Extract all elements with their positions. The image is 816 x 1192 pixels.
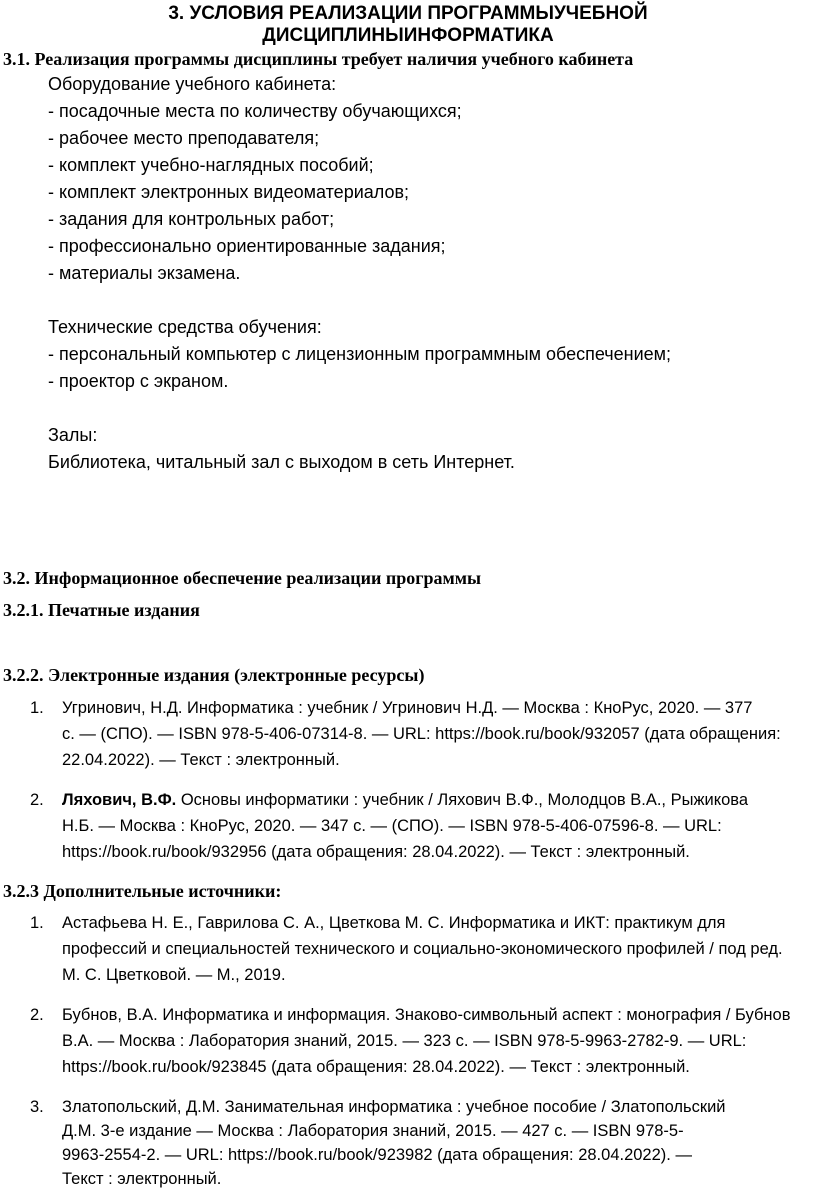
reference-author: Ляхович, В.Ф. xyxy=(62,791,177,809)
printed-heading: 3.2.1. Печатные издания xyxy=(3,600,200,620)
reference-line: Текст : электронный. xyxy=(62,1170,222,1188)
reference-number: 3. xyxy=(30,1098,44,1116)
page-title-line-2: ДИСЦИПЛИНЫИНФОРМАТИКА xyxy=(262,25,554,46)
reference-number: 1. xyxy=(30,914,44,932)
equipment-item: - рабочее место преподавателя; xyxy=(48,128,320,148)
additional-heading: 3.2.3 Дополнительные источники: xyxy=(3,881,282,901)
electronic-heading: 3.2.2. Электронные издания (электронные ресурсы) xyxy=(3,665,425,685)
reference-line: Д.М. 3-е издание — Москва : Лаборатория знаний, 2015. — 427 с. — ISBN 978-5- xyxy=(62,1122,684,1140)
list-item xyxy=(0,910,816,990)
reference-line: Основы информатики : учебник / Ляхович В.Ф., Молодцов В.А., Рыжикова xyxy=(176,791,749,809)
reference-line: Бубнов, В.А. Информатика и информация. Знаково-символьный аспект : монография / Бубнов xyxy=(62,1006,791,1024)
reference-line: Н.Б. — Москва : КноРус, 2020. — 347 с. — (СПО). — ISBN 978-5-406-07596-8. — URL: xyxy=(62,817,722,835)
section-3-2-heading: 3.2. Информационное обеспечение реализации программы xyxy=(3,568,482,588)
equipment-item: - материалы экзамена. xyxy=(48,263,241,283)
reference-line: Астафьева Н. Е., Гаврилова С. А., Цветкова М. С. Информатика и ИКТ: практикум для xyxy=(62,914,726,932)
list-item xyxy=(0,1002,816,1082)
reference-line: Угринович, Н.Д. Информатика : учебник / Угринович Н.Д. — Москва : КноРус, 2020. — 377 xyxy=(62,699,753,717)
list-item xyxy=(0,1094,816,1190)
equipment-item: - посадочные места по количеству обучающихся; xyxy=(48,101,462,121)
equipment-title: Оборудование учебного кабинета: xyxy=(48,74,337,94)
reference-line: с. — (СПО). — ISBN 978-5-406-07314-8. — URL: https://book.ru/book/932057 (дата обращения: xyxy=(62,725,781,743)
reference-line: 22.04.2022). — Текст : электронный. xyxy=(62,751,340,769)
halls-text: Библиотека, читальный зал с выходом в сеть Интернет. xyxy=(48,452,515,472)
reference-line: https://book.ru/book/923845 (дата обращения: 28.04.2022). — Текст : электронный. xyxy=(62,1058,690,1076)
tech-item: - персональный компьютер с лицензионным программным обеспечением; xyxy=(48,344,672,364)
reference-line: https://book.ru/book/932956 (дата обращения: 28.04.2022). — Текст : электронный. xyxy=(62,843,690,861)
section-3-1-heading: 3.1. Реализация программы дисциплины требует наличия учебного кабинета xyxy=(3,49,634,69)
reference-number: 1. xyxy=(30,699,44,717)
reference-number: 2. xyxy=(30,791,44,809)
list-item xyxy=(0,695,816,775)
page-title-line-1: 3. УСЛОВИЯ РЕАЛИЗАЦИИ ПРОГРАММЫУЧЕБНОЙ xyxy=(168,3,648,24)
reference-number: 2. xyxy=(30,1006,44,1024)
equipment-item: - комплект учебно-наглядных пособий; xyxy=(48,155,374,175)
tech-item: - проектор с экраном. xyxy=(48,371,229,391)
reference-line: М. С. Цветковой. — М., 2019. xyxy=(62,966,286,984)
reference-line: профессий и специальностей технического и социально-экономического профилей / под ред. xyxy=(62,940,783,958)
list-item xyxy=(0,787,816,867)
reference-line: Златопольский, Д.М. Занимательная информатика : учебное пособие / Златопольский xyxy=(62,1098,726,1116)
equipment-item: - комплект электронных видеоматериалов; xyxy=(48,182,410,202)
reference-line: 9963-2554-2. — URL: https://book.ru/book/923982 (дата обращения: 28.04.2022). — xyxy=(62,1146,692,1164)
equipment-item: - профессионально ориентированные задания; xyxy=(48,236,446,256)
halls-title: Залы: xyxy=(48,425,98,445)
tech-title: Технические средства обучения: xyxy=(48,317,322,337)
equipment-item: - задания для контрольных работ; xyxy=(48,209,335,229)
reference-line: В.А. — Москва : Лаборатория знаний, 2015. — 323 с. — ISBN 978-5-9963-2782-9. — URL: xyxy=(62,1032,747,1050)
